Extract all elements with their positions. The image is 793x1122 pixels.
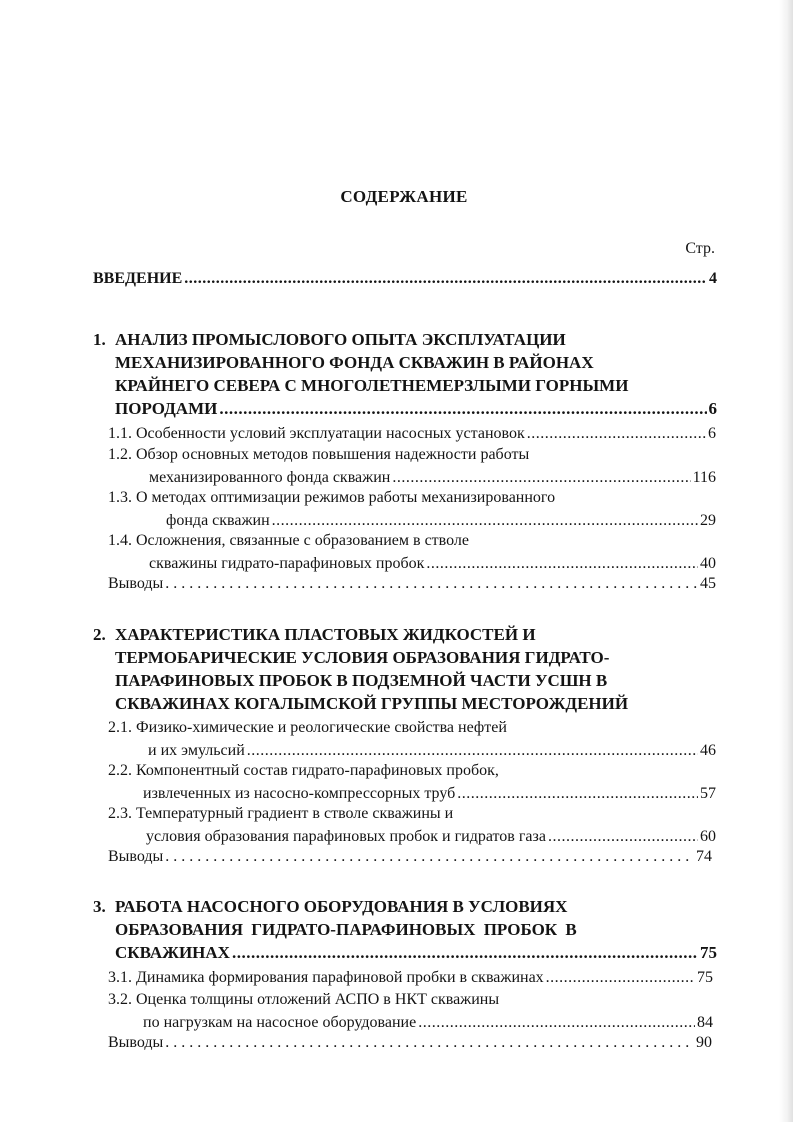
conclusions-label: Выводы xyxy=(108,575,164,592)
section-title: Особенности условий эксплуатации насосных установок xyxy=(136,425,525,442)
toc-section-2-3[interactable] xyxy=(108,802,716,848)
section-title-line: Осложнения, связанные с образованием в стволе xyxy=(136,532,469,549)
conclusions-page: 74 xyxy=(696,848,712,865)
section-title-line: Температурный градиент в стволе скважины и xyxy=(136,805,454,822)
section-number: 2.1. xyxy=(108,719,132,736)
chapter-title-line: МЕХАНИЗИРОВАННОГО ФОНДА СКВАЖИН В РАЙОНАХ xyxy=(115,353,594,372)
leader-dots xyxy=(546,966,695,989)
chapter-title-line: КРАЙНЕГО СЕВЕРА С МНОГОЛЕТНЕМЕРЗЛЫМИ ГОРНЫМИ xyxy=(115,376,629,395)
section-page: 29 xyxy=(700,512,716,529)
page-column-label: Стр. xyxy=(685,240,715,257)
section-number: 3.2. xyxy=(108,991,132,1008)
chapter-title-line: АНАЛИЗ ПРОМЫСЛОВОГО ОПЫТА ЭКСПЛУАТАЦИИ xyxy=(115,330,566,349)
section-number: 1.2. xyxy=(108,446,132,463)
chapter-number: 3. xyxy=(93,897,106,916)
chapter-title-last-line xyxy=(115,941,717,964)
chapter-number: 2. xyxy=(93,625,106,644)
toc-conclusions-1[interactable] xyxy=(108,572,716,595)
chapter-title-text: СКВАЖИНАХ xyxy=(115,943,230,962)
section-title-line: Оценка толщины отложений АСПО в НКТ скважины xyxy=(136,991,500,1008)
section-title: и их эмульсий xyxy=(148,742,245,759)
toc-chapter-3[interactable] xyxy=(93,895,717,964)
toc-section-2-1[interactable] xyxy=(108,716,716,762)
section-title: по нагрузкам на насосное оборудование xyxy=(143,1014,417,1031)
toc-section-1-4[interactable] xyxy=(108,529,716,575)
section-number: 1.3. xyxy=(108,489,132,506)
section-title: механизированного фонда скважин xyxy=(149,469,391,486)
toc-section-2-2[interactable] xyxy=(108,759,716,805)
toc-intro-page: 4 xyxy=(709,270,717,287)
chapter-title-line: ОБРАЗОВАНИЯ ГИДРАТО-ПАРАФИНОВЫХ ПРОБОК В xyxy=(115,920,577,939)
chapter-number: 1. xyxy=(93,330,106,349)
toc-section-3-2[interactable] xyxy=(108,988,713,1034)
leader-dots xyxy=(165,572,698,595)
section-title: Динамика формирования парафиновой пробки в скважинах xyxy=(136,969,544,986)
chapter-title-line: ПАРАФИНОВЫХ ПРОБОК В ПОДЗЕМНОЙ ЧАСТИ УСШН В xyxy=(115,671,608,690)
section-page: 46 xyxy=(700,742,716,759)
toc-chapter-1[interactable] xyxy=(93,328,717,420)
toc-conclusions-2[interactable] xyxy=(108,845,712,868)
section-title-line: Физико-химические и реологические свойства нефтей xyxy=(136,719,507,736)
conclusions-label: Выводы xyxy=(108,848,164,865)
leader-dots xyxy=(527,422,706,445)
chapter-page: 75 xyxy=(700,943,717,962)
toc-section-1-2[interactable] xyxy=(108,443,716,489)
section-page: 116 xyxy=(692,469,716,486)
toc-section-1-3[interactable] xyxy=(108,486,716,532)
section-title-line: Обзор основных методов повышения надежности работы xyxy=(136,446,530,463)
section-title-line: О методах оптимизации режимов работы механизированного xyxy=(136,489,556,506)
section-number: 1.1. xyxy=(108,425,132,442)
toc-section-1-1[interactable] xyxy=(108,422,716,445)
chapter-page: 6 xyxy=(708,399,717,418)
leader-dots xyxy=(219,397,706,420)
section-title-line: Компонентный состав гидрато-парафиновых пробок, xyxy=(136,762,499,779)
chapter-title-line: ХАРАКТЕРИСТИКА ПЛАСТОВЫХ ЖИДКОСТЕЙ И xyxy=(115,625,536,644)
conclusions-page: 45 xyxy=(700,575,716,592)
conclusions-page: 90 xyxy=(696,1034,712,1051)
leader-dots xyxy=(165,845,694,868)
section-number: 2.2. xyxy=(108,762,132,779)
scan-shadow-edge xyxy=(779,0,793,1122)
toc-section-3-1[interactable] xyxy=(108,966,713,989)
section-title: скважины гидрато-парафиновых пробок xyxy=(149,555,425,572)
leader-dots xyxy=(165,1031,694,1054)
leader-dots xyxy=(184,267,707,290)
section-number: 2.3. xyxy=(108,805,132,822)
section-page: 57 xyxy=(700,785,716,802)
section-page: 40 xyxy=(700,555,716,572)
chapter-title-last-line xyxy=(115,397,717,420)
page-title: СОДЕРЖАНИЕ xyxy=(340,187,468,206)
section-page: 75 xyxy=(697,969,713,986)
chapter-title-line: РАБОТА НАСОСНОГО ОБОРУДОВАНИЯ В УСЛОВИЯХ xyxy=(115,897,568,916)
toc-intro[interactable] xyxy=(93,267,717,290)
section-page: 6 xyxy=(708,425,716,442)
toc-conclusions-3[interactable] xyxy=(108,1031,712,1054)
leader-dots xyxy=(232,941,698,964)
section-title: фонда скважин xyxy=(166,512,270,529)
toc-intro-label: ВВЕДЕНИЕ xyxy=(93,270,183,287)
chapter-title-line: СКВАЖИНАХ КОГАЛЫМСКОЙ ГРУППЫ МЕСТОРОЖДЕНИЙ xyxy=(115,694,629,713)
section-title: извлеченных из насосно-компрессорных труб xyxy=(143,785,456,802)
chapter-title-line: ТЕРМОБАРИЧЕСКИЕ УСЛОВИЯ ОБРАЗОВАНИЯ ГИДРАТО- xyxy=(115,648,610,667)
section-page: 60 xyxy=(700,828,716,845)
section-page: 84 xyxy=(697,1014,713,1031)
conclusions-label: Выводы xyxy=(108,1034,164,1051)
chapter-title-text: ПОРОДАМИ xyxy=(115,399,218,418)
toc-chapter-2[interactable] xyxy=(93,623,717,715)
section-number: 3.1. xyxy=(108,969,132,986)
section-title: условия образования парафиновых пробок и гидратов газа xyxy=(146,828,546,845)
section-number: 1.4. xyxy=(108,532,132,549)
